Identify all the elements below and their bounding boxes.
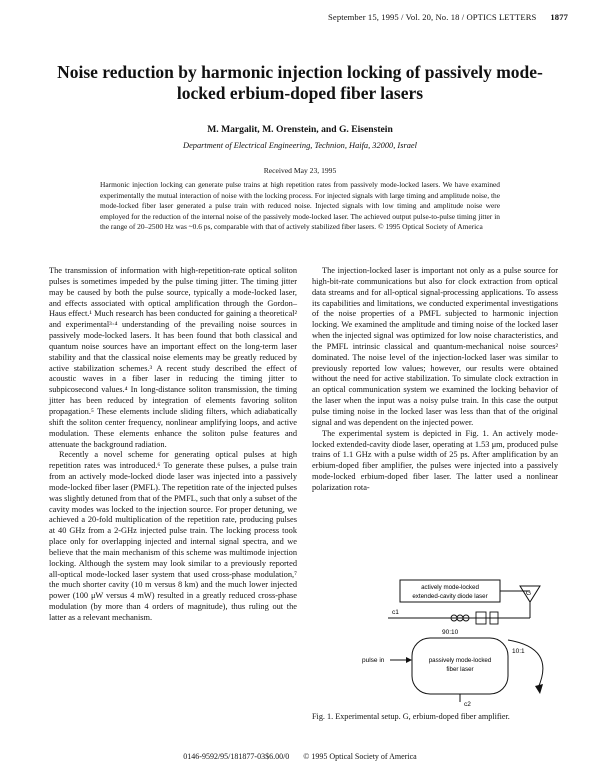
laser-label-1: passively mode-locked bbox=[428, 657, 492, 664]
abstract: Harmonic injection locking can generate pulse trains at high repetition rates from passively mode-locked lasers. We have examined experimentally the mutual interaction of noise with the locking process. For injected signals with large timing and amplitude noise, the mode-locked fiber laser generated a pulse train with reduced noise. Injected signals with low timing and amplitude noise were employed for the reduction of the internal noise of the passively mode-locked laser. The achieved output pulse-to-pulse timing jitter in the range of 20–2500 Hz was ~0.6 ps, comparable with that of actively stabilized fiber lasers. © 1995 Optical Society of America bbox=[100, 180, 500, 232]
article-code: 0146-9592/95/181877-03$6.00/0 bbox=[183, 752, 290, 761]
paragraph: The experimental system is depicted in Fig. 1. An actively mode-locked extended-cavity diode laser, operating at 1.53 μm, produced pulse trains of 1.1 GHz with a pulse width of 25 ps. After amplification by an erbium-doped fiber amplifier, the pulses were injected into a passively mode-locked erbium-doped fiber laser. The latter used a nonlinear polarization rota- bbox=[312, 428, 558, 492]
paragraph: The transmission of information with high-repetition-rate optical soliton pulses is sometimes impeded by the pulse timing jitter. The timing jitter may be caused by both the pulse source, typically a mode-locked laser, and effects associated with optical amplification through the Gordon–Haus effect.¹ Much research has been conducted for gaining a theoretical² and experimental³·⁴ understanding of the prevailing noise sources in passively mode-locked lasers. It has been found that both classical and quantum noise sources have an important effect on the long-term laser stability and that the classical noise elements may be greatly reduced by active stabilization schemes.³ A recent study described the effect of acoustic waves in a fiber laser in reducing the timing jitter to subpicosecond values.⁴ In long-distance soliton transmission, the timing jitter has been reduced by integration of elements favoring soliton propagation.⁵ These elements include sliding filters, which adiabatically shift the soliton center frequency, nonlinear amplifying loops, and active modulation. These elements enhance the soliton pulse features and attenuate the background radiation. bbox=[49, 266, 297, 449]
paragraph: Recently a novel scheme for generating optical pulses at high repetition rates was introduced.⁶ To generate these pulses, a pulse train from an actively mode-locked diode laser was injected into a passively mode-locked fiber laser (PMFL). The repetition rate of the injected pulses was slightly detuned from that of the PMFL, such that only a subset of the cavity modes was locked to the injection source. For proper detuning, we achieved a 20-fold multiplication of the repetition rate, producing pulses at 40 GHz from a 2-GHz injected pulse train. The locking process took place only for overlapping injected and internal signal spectra, and we believe that the main mechanism of this scheme was multimode injection locking. Although the system may look similar to a previously reported all-optical mode-locked laser system that used cross-phase modulation,⁷ the much shorter cavity (10 m versus 8 km) and the much lower injected power (100 μW versus 4 mW) resulted in a greatly reduced cross-phase modulation (by more than 4 orders of magnitude), thus ruling out the latter as a relevant mechanism. bbox=[49, 450, 297, 622]
journal-line: September 15, 1995 / Vol. 20, No. 18 / OPTICS LETTERS bbox=[328, 12, 537, 22]
laser-label-2: fiber laser bbox=[446, 666, 474, 673]
paragraph: The injection-locked laser is important not only as a pulse source for high-bit-rate communications but also for clock extraction from optical data streams and for all-optical signal-processing applications. To assess its capabilities and limitations, we conducted experimental investigations of the noise properties of a PMFL subjected to harmonic injection locking. We examined the amplitude and timing noise of the locked laser when the injected signal was optimized for low noise characteristics, and the PMFL intrinsic classical and quantum-mechanical noise sources² dominated. The noise level of the injection-locked laser was similar to previously reported low values; however, our results were obtained without the need for active stabilization. To simulate clock extraction in an optical communication system we examined the locking behavior of the laser when the input was a noisy pulse train. In this case the output pulse timing noise in the locked laser was less than that of the original signal and was dependent on the injected power. bbox=[312, 266, 558, 427]
figure-caption: Fig. 1. Experimental setup. G, erbium-doped fiber amplifier. bbox=[312, 712, 510, 721]
page-number: 1877 bbox=[550, 12, 568, 22]
c2-label: c2 bbox=[464, 701, 471, 708]
body-column-left bbox=[49, 266, 297, 624]
copyright-notice: © 1995 Optical Society of America bbox=[303, 752, 417, 761]
paper-title: Noise reduction by harmonic injection locking of passively mode-locked erbium-doped fiber lasers bbox=[57, 62, 543, 103]
received-date: Received May 23, 1995 bbox=[263, 166, 337, 175]
page-footer bbox=[0, 752, 600, 761]
pulse-in-label: pulse in bbox=[362, 657, 385, 664]
affiliation: Department of Electrical Engineering, Technion, Haifa, 32000, Israel bbox=[183, 141, 417, 150]
diode-label-2: extended-cavity diode laser bbox=[412, 593, 488, 600]
c1-label: c1 bbox=[392, 609, 399, 616]
experimental-setup-figure bbox=[360, 578, 560, 758]
author-list: M. Margalit, M. Orenstein, and G. Eisenstein bbox=[207, 124, 393, 135]
body-column-right bbox=[312, 266, 558, 494]
amp-label: G bbox=[526, 590, 532, 597]
coupler-label: 90:10 bbox=[442, 629, 459, 636]
out-coupler-label: 10:1 bbox=[512, 648, 525, 655]
diode-label-1: actively mode-locked bbox=[421, 584, 479, 591]
running-header bbox=[0, 12, 568, 22]
